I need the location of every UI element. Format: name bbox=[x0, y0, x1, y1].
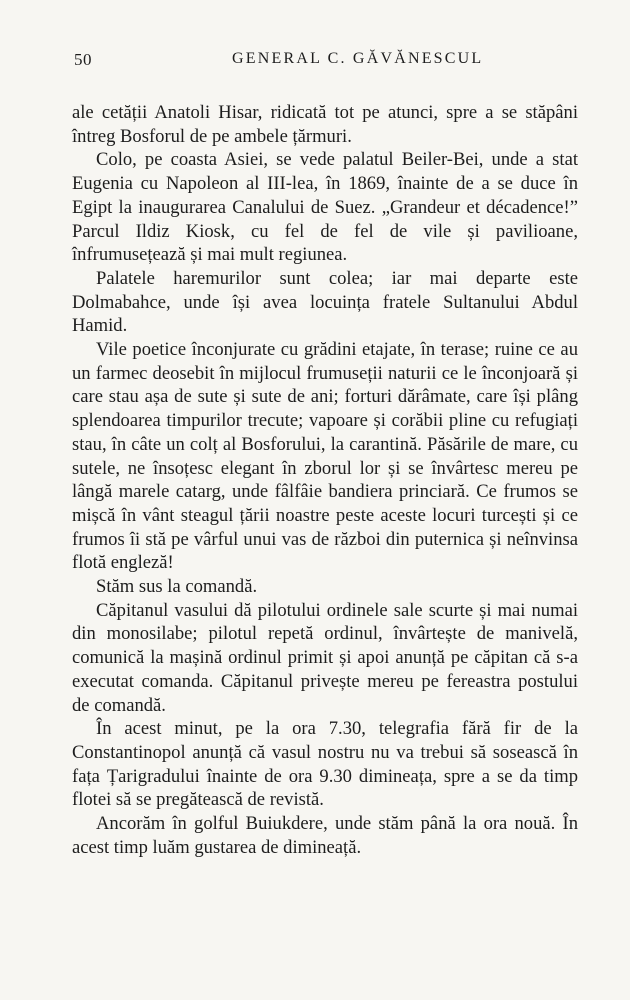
body-text bbox=[72, 101, 578, 860]
page-header bbox=[0, 50, 630, 74]
paragraph: Ancorăm în golful Buiukdere, unde stăm până la ora nouă. În acest timp luăm gustarea de dimineață. bbox=[72, 813, 578, 858]
paragraph: Căpitanul vasului dă pilotului ordinele sale scurte și mai numai din monosilabe; pilotul repetă ordinul, învârtește de manivelă, comunică la mașină ordinul primit și apoi anunță pe căpitan că s-a executat comanda. Căpitanul privește mereu pe fereastra postului de comandă. bbox=[72, 599, 578, 716]
paragraph: Vile poetice înconjurate cu grădini etajate, în terase; ruine ce au un farmec deosebit în mijlocul frumuseții naturii ce le înconjoară și care stau așa de sute și sute de ani; forturi dărâmate, care își plâng splendoarea timpurilor trecute; vapoare și corăbii pline cu refugiați stau, în câte un colț al Bosforului, la carantină. Păsările de mare, cu sutele, ne însoțesc elegant în zborul lor și se învârtesc mereu pe lângă marele catarg, unde fâlfâie bandiera princiară. Ce frumos se mișcă în vânt steagul țării noastre peste aceste locuri turcești și ce frumos îi stă pe vârful unui vas de război din puternica și neînvinsa flotă engleză! bbox=[72, 339, 578, 574]
running-head: GENERAL C. GĂVĂNESCUL bbox=[232, 50, 484, 67]
paragraph: Stăm sus la comandă. bbox=[96, 576, 258, 598]
paragraph: Palatele haremurilor sunt colea; iar mai departe este Dolmabahce, unde își avea locuința fratele Sultanului Abdul Hamid. bbox=[72, 267, 578, 337]
paragraph: În acest minut, pe la ora 7.30, telegrafia fără fir de la Constantinopol anunță că vasul nostru nu va trebui să sosească în fața Țarigradului înainte de ora 9.30 dimineața, spre a se da timp flotei să se pregătească de revistă. bbox=[72, 718, 578, 811]
paragraph: Colo, pe coasta Asiei, se vede palatul Beiler-Bei, unde a stat Eugenia cu Napoleon al III-lea, în 1869, înainte de a se duce în Egipt la inaugurarea Canalului de Suez. „Grandeur et décadence!” Parcul Ildiz Kiosk, cu fel de fel de vile și pavilioane, înfrumusețează și mai mult regiunea. bbox=[72, 149, 578, 266]
paragraph: ale cetății Anatoli Hisar, ridicată tot pe atunci, spre a se stăpâni întreg Bosforul de pe ambele țărmuri. bbox=[72, 102, 578, 147]
page-number: 50 bbox=[74, 50, 92, 69]
